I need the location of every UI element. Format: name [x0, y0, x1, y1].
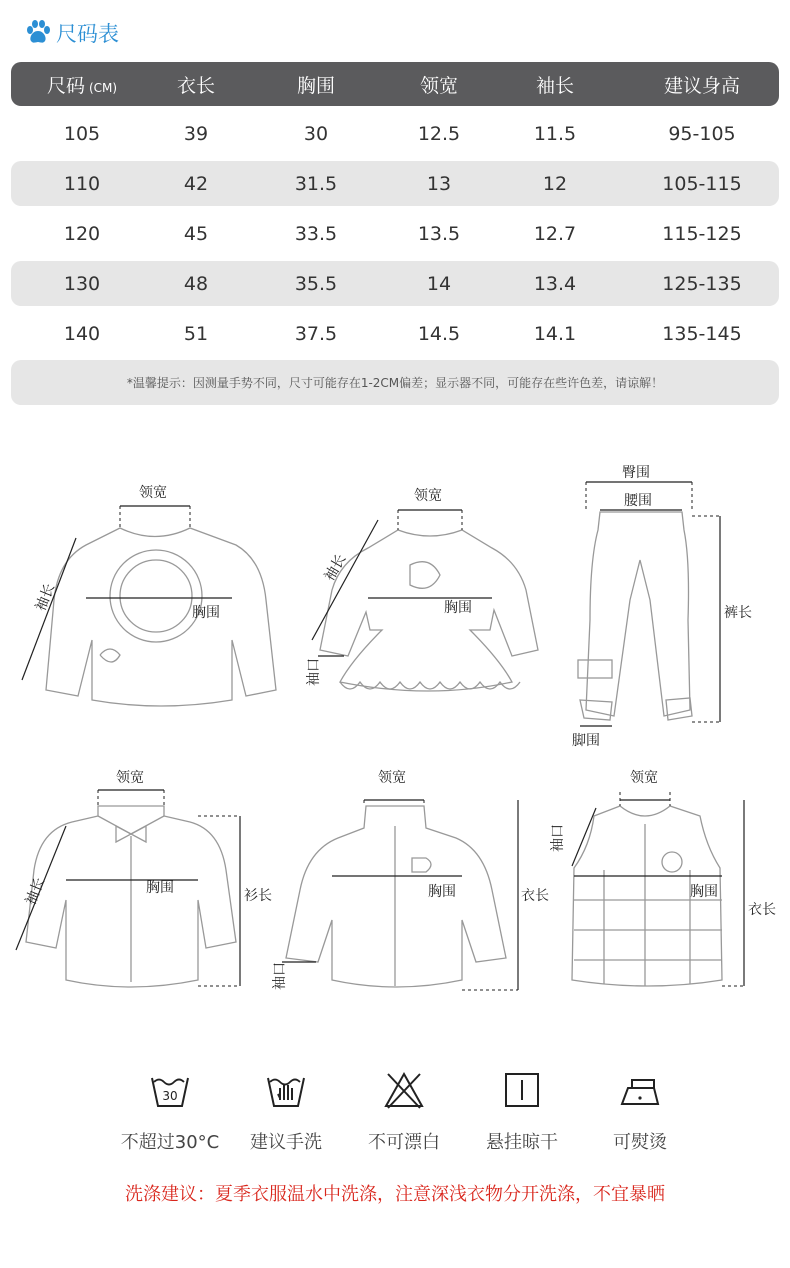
- vest-collar-label: 领宽: [630, 770, 658, 786]
- shirt-diagram: [16, 769, 272, 987]
- shirt-chest-label: 胸围: [146, 880, 174, 896]
- pants-hem-label: 脚围: [572, 733, 600, 749]
- care-label: 可熨烫: [613, 1132, 667, 1153]
- jacket-chest-label: 胸围: [428, 884, 456, 900]
- care-item: [344, 1068, 464, 1154]
- title-text: 尺码表: [56, 22, 119, 46]
- svg-text:30: 30: [162, 1089, 178, 1103]
- sweatshirt-diagram: [22, 484, 276, 706]
- jacket-cuff-label: 袖口: [272, 962, 288, 990]
- sweatshirt-sleeve-label: 袖长: [32, 581, 59, 614]
- table-row: 140 51 37.5 14.5 14.1 135-145: [63, 322, 742, 345]
- pants-hip-label: 臀围: [622, 465, 650, 481]
- sweatshirt-collar-label: 领宽: [139, 485, 167, 501]
- table-row: 130 48 35.5 14 13.4 125-135: [11, 261, 779, 306]
- table-row: 120 45 33.5 13.5 12.7 115-125: [63, 222, 742, 245]
- dress-collar-label: 领宽: [414, 488, 442, 504]
- hand-wash-icon: [264, 1068, 308, 1112]
- vest-armhole-label: 袖口: [550, 824, 566, 852]
- jacket-length-label: 衣长: [521, 888, 549, 904]
- header-size: 尺码 (CM): [46, 74, 118, 97]
- no-bleach-icon: [382, 1068, 426, 1112]
- sweatshirt-chest-label: 胸围: [192, 605, 220, 621]
- pants-waist-label: 腰围: [624, 493, 652, 509]
- care-item: [226, 1068, 346, 1154]
- care-item: [580, 1068, 700, 1154]
- dress-sleeve-label: 袖长: [321, 551, 350, 584]
- pants-length-label: 裤长: [724, 605, 752, 621]
- header-chest: 胸围: [296, 74, 335, 97]
- hang-dry-icon: [500, 1068, 544, 1112]
- wash-advice: 洗涤建议：夏季衣服温水中洗涤，注意深浅衣物分开洗涤，不宜暴晒: [125, 1184, 665, 1205]
- header-sleeve: 袖长: [535, 74, 574, 97]
- shirt-length-label: 衫长: [244, 888, 272, 904]
- header-height: 建议身高: [663, 74, 740, 97]
- shirt-collar-label: 领宽: [116, 770, 144, 786]
- jacket-diagram: [272, 769, 549, 990]
- care-label: 建议手洗: [250, 1132, 322, 1153]
- table-row: 110 42 31.5 13 12 105-115: [11, 161, 779, 206]
- jacket-collar-label: 领宽: [378, 770, 406, 786]
- table-row: 105 39 30 12.5 11.5 95-105: [63, 122, 736, 145]
- iron-icon: [618, 1068, 662, 1112]
- dress-diagram: [306, 487, 538, 691]
- care-label: 悬挂晾干: [486, 1132, 558, 1153]
- care-item: [110, 1068, 230, 1154]
- vest-chest-label: 胸围: [690, 884, 718, 900]
- header-collar: 领宽: [419, 74, 458, 97]
- dress-chest-label: 胸围: [444, 600, 472, 616]
- care-label: 不超过30°C: [120, 1132, 220, 1153]
- shirt-sleeve-label: 袖长: [22, 875, 49, 908]
- wash-30-icon: [148, 1068, 192, 1112]
- care-label: 不可漂白: [368, 1132, 440, 1153]
- vest-diagram: [550, 769, 776, 986]
- size-note: *温馨提示：因测量手势不同，尺寸可能存在1-2CM偏差；显示器不同，可能存在些许色差，请谅解！: [11, 360, 779, 405]
- care-item: [462, 1068, 582, 1154]
- pants-diagram: [572, 465, 752, 749]
- vest-length-label: 衣长: [748, 902, 776, 918]
- dress-cuff-label: 袖口: [306, 658, 322, 686]
- header-length: 衣长: [176, 74, 215, 97]
